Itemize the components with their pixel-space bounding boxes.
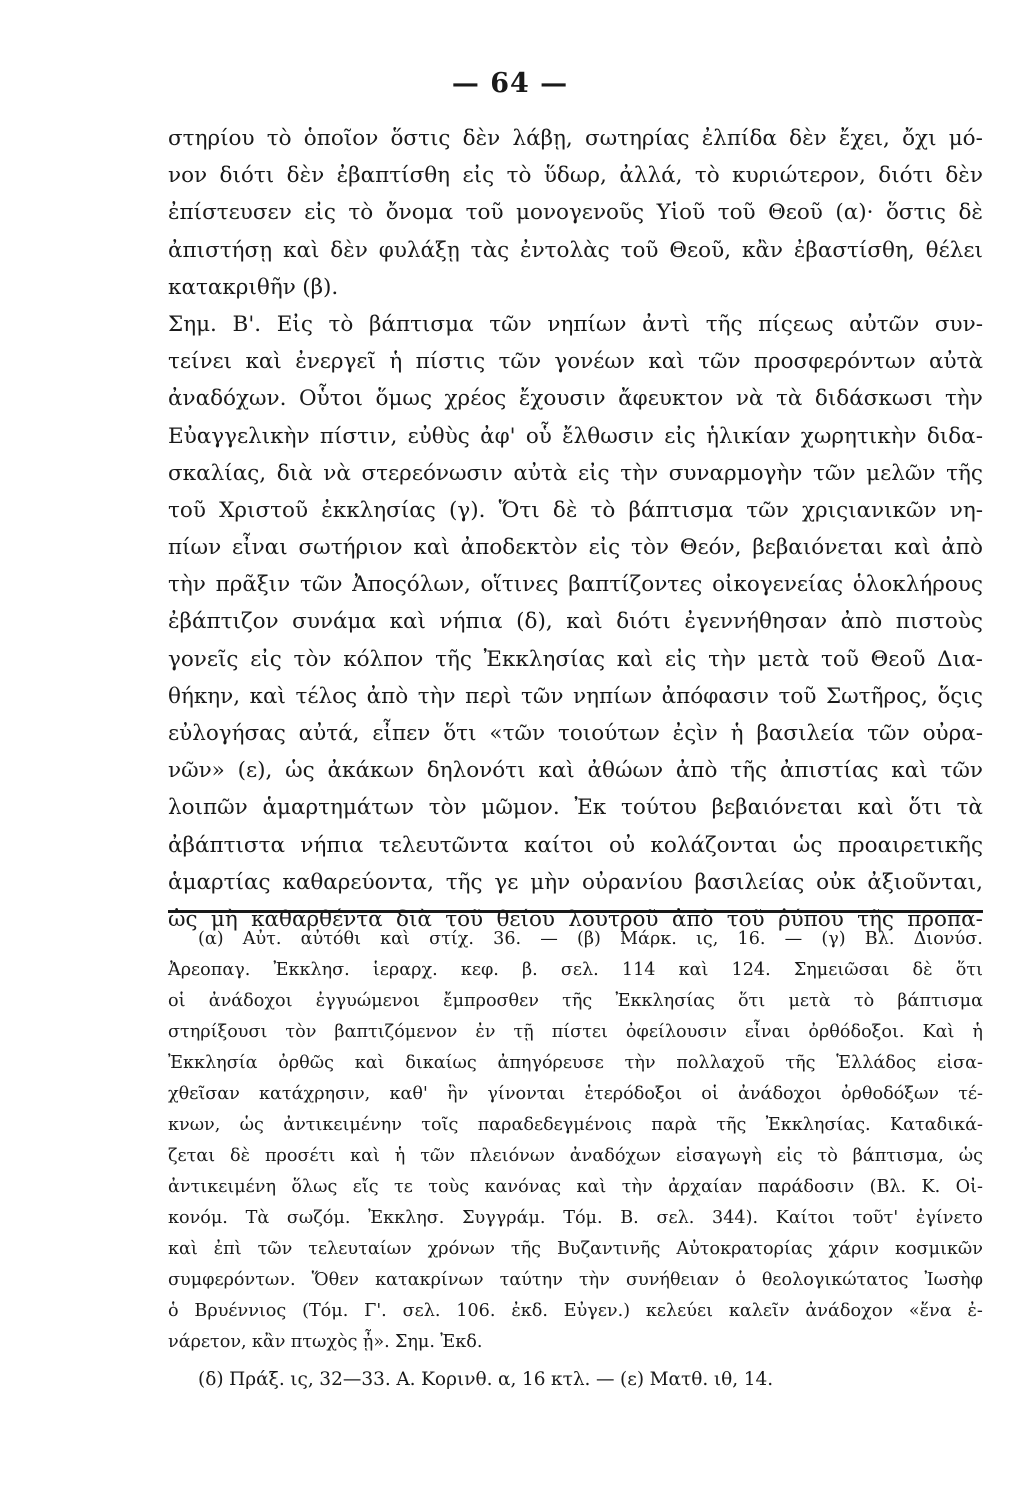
footnote-line: κονόμ. Τὰ σωζόμ. Ἐκκλησ. Συγγράμ. Τόμ. Β. σελ. 344). Καίτοι τοῦτ' ἐγίνετο <box>168 1208 983 1228</box>
text-line: θήκην, καὶ τέλος ἀπὸ τὴν περὶ τῶν νηπίων ἀπόφασιν τοῦ Σωτῆρος, ὅςις <box>168 683 983 709</box>
text-line: ἀπιστήσῃ καὶ δὲν φυλάξῃ τὰς ἐντολὰς τοῦ Θεοῦ, κἂν ἐβαστίσθη, θέλει <box>168 237 983 263</box>
text-line: σκαλίας, διὰ νὰ στερεόνωσιν αὐτὰ εἰς τὴν συναρμογὴν τῶν μελῶν τῆς <box>168 460 983 486</box>
text-line: νῶν» (ε), ὡς ἀκάκων δηλονότι καὶ ἀθώων ἀπὸ τῆς ἀπιστίας καὶ τῶν <box>168 758 983 784</box>
text-line: γονεῖς εἰς τὸν κόλπον τῆς Ἐκκλησίας καὶ εἰς τὴν μετὰ τοῦ Θεοῦ Δια- <box>168 646 983 672</box>
text-line: ὡς μὴ καθαρθέντα διὰ τοῦ θείου λουτροῦ ἀπὸ τοῦ ῥύπου τῆς προπα- <box>168 906 983 932</box>
text-line: Εὐαγγελικὴν πίστιν, εὐθὺς ἀφ' οὗ ἔλθωσιν εἰς ἡλικίαν χωρητικὴν διδα- <box>168 423 983 449</box>
text-line: στηρίου τὸ ὁποῖον ὅστις δὲν λάβῃ, σωτηρίας ἐλπίδα δὲν ἔχει, ὄχι μό- <box>168 126 983 151</box>
text-line: νον διότι δὲν ἐβαπτίσθη εἰς τὸ ὕδωρ, ἀλλά, τὸ κυριώτερον, διότι δὲν <box>168 163 983 189</box>
text-line: λοιπῶν ἁμαρτημάτων τὸν μῶμον. Ἐκ τούτου βεβαιόνεται καὶ ὅτι τὰ <box>168 795 983 821</box>
footnote-line: Ἀρεοπαγ. Ἐκκλησ. ἱεραρχ. κεφ. β. σελ. 114 καὶ 124. Σημειῶσαι δὲ ὅτι <box>168 960 983 980</box>
footnote-line: ὁ Βρυέννιος (Τόμ. Γ'. σελ. 106. ἐκδ. Εὐγεν.) κελεύει καλεῖν ἀνάδοχον «ἕνα ἐ- <box>168 1301 983 1321</box>
text-line: ἀναδόχων. Οὗτοι ὅμως χρέος ἔχουσιν ἄφευκτον νὰ τὰ διδάσκωσι τὴν <box>168 386 983 412</box>
text-line: τοῦ Χριστοῦ ἐκκλησίας (γ). Ὅτι δὲ τὸ βάπτισμα τῶν χριςιανικῶν νη- <box>168 497 983 523</box>
text-line: τείνει καὶ ἐνεργεῖ ἡ πίστις τῶν γονέων καὶ τῶν προσφερόντων αὐτὰ <box>168 349 983 375</box>
text-line: ἐβάπτιζον συνάμα καὶ νήπια (δ), καὶ διότι ἐγεννήθησαν ἀπὸ πιστοὺς <box>168 609 983 635</box>
text-line: κατακριθῆν (β). <box>168 274 339 300</box>
footnote-separator-rule <box>168 910 983 913</box>
footnotes <box>168 924 983 1395</box>
footnote-line: συμφερόντων. Ὅθεν κατακρίνων ταύτην τὴν συνήθειαν ὁ θεολογικώτατος Ἰωσὴφ <box>168 1270 983 1290</box>
page-number: — 64 — <box>451 68 569 99</box>
footnote-line: κνων, ὡς ἀντικειμένην τοῖς παραδεδεγμένοις παρὰ τῆς Ἐκκλησίας. Καταδικά- <box>168 1115 983 1135</box>
footnote-line: στηρίξουσι τὸν βαπτιζόμενον ἐν τῇ πίστει ὀφείλουσιν εἶναι ὀρθόδοξοι. Καὶ ἡ <box>168 1022 983 1042</box>
text-line: πίων εἶναι σωτήριον καὶ ἀποδεκτὸν εἰς τὸν Θεόν, βεβαιόνεται καὶ ἀπὸ <box>168 535 983 561</box>
footnote-line: Ἐκκλησία ὀρθῶς καὶ δικαίως ἀπηγόρευσε τὴν πολλαχοῦ τῆς Ἑλλάδος εἰσα- <box>168 1053 983 1073</box>
footnote-line: (α) Αὐτ. αὐτόθι καὶ στίχ. 36. — (β) Μάρκ. ις, 16. — (γ) Βλ. Διονύσ. <box>198 929 983 949</box>
footnote-line: οἱ ἀνάδοχοι ἐγγυώμενοι ἔμπροσθεν τῆς Ἐκκλησίας ὅτι μετὰ τὸ βάπτισμα <box>168 991 983 1011</box>
text-line: τὴν πρᾶξιν τῶν Ἀποςόλων, οἵτινες βαπτίζοντες οἰκογενείας ὁλοκλήρους <box>168 572 983 598</box>
footnote-line: ζεται δὲ προσέτι καὶ ἡ τῶν πλειόνων ἀναδόχων εἰσαγωγὴ εἰς τὸ βάπτισμα, ὡς <box>168 1146 983 1166</box>
footnote-line: καὶ ἐπὶ τῶν τελευταίων χρόνων τῆς Βυζαντινῆς Αὐτοκρατορίας χάριν κοσμικῶν <box>168 1239 983 1259</box>
text-line: ἀβάπτιστα νήπια τελευτῶντα καίτοι οὐ κολάζονται ὡς προαιρετικῆς <box>168 832 983 858</box>
text-line: εὐλογήσας αὐτά, εἶπεν ὅτι «τῶν τοιούτων ἐςὶν ἡ βασιλεία τῶν οὐρα- <box>168 721 983 746</box>
main-text <box>168 120 983 938</box>
footnote-line: χθεῖσαν κατάχρησιν, καθ' ἣν γίνονται ἑτερόδοξοι οἱ ἀνάδοχοι ὀρθοδόξων τέ- <box>168 1084 983 1104</box>
footnote-line: ἀντικειμένη ὅλως εἴς τε τοὺς κανόνας καὶ τὴν ἀρχαίαν παράδοσιν (Βλ. Κ. Οἰ- <box>168 1177 983 1197</box>
footnote-line: νάρετον, κἂν πτωχὸς ᾖ». Σημ. Ἐκδ. <box>168 1332 483 1352</box>
text-line: ἐπίστευσεν εἰς τὸ ὄνομα τοῦ μονογενοῦς Υἱοῦ τοῦ Θεοῦ (α)· ὅστις δὲ <box>168 200 983 226</box>
text-line: ἁμαρτίας καθαρεύοντα, τῆς γε μὴν οὐρανίου βασιλείας οὐκ ἀξιοῦνται, <box>168 869 983 895</box>
footnote-line: (δ) Πράξ. ις, 32—33. Α. Κορινθ. α, 16 κτλ. — (ε) Ματθ. ιθ, 14. <box>198 1369 774 1390</box>
text-line: Σημ. Β'. Εἰς τὸ βάπτισμα τῶν νηπίων ἀντὶ τῆς πίςεως αὐτῶν συν- <box>168 311 983 337</box>
